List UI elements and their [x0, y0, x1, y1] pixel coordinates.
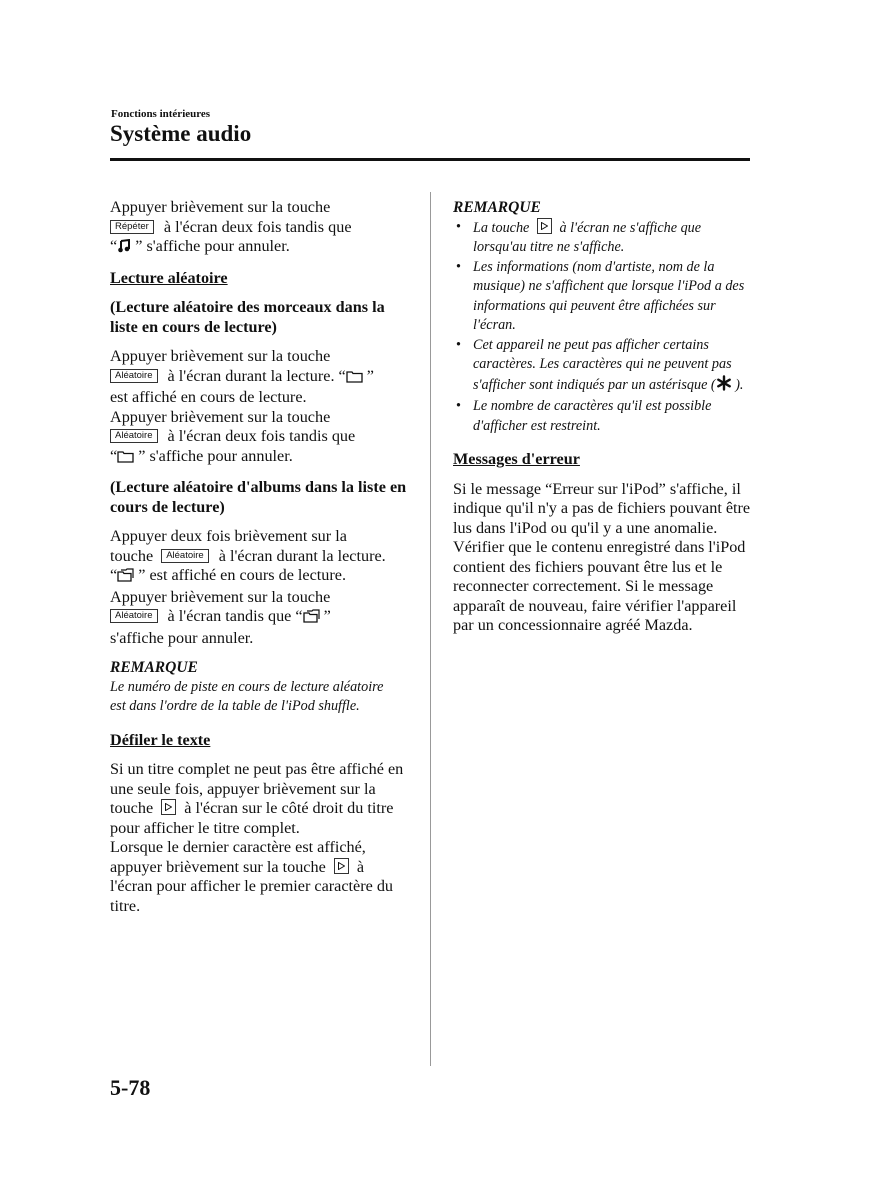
note-heading: REMARQUE — [110, 659, 198, 676]
heading-scroll-text: Défiler le texte — [110, 730, 211, 749]
subheading-random-albums: (Lecture aléatoire d'albums dans la liste en cours de lecture) — [110, 478, 407, 516]
repeat-button[interactable]: Répéter — [110, 220, 154, 234]
subheading-random-tracks: (Lecture aléatoire des morceaux dans la liste en cours de lecture) — [110, 298, 385, 336]
folder-icon — [117, 449, 134, 469]
random-button[interactable]: Aléatoire — [110, 369, 158, 383]
play-button-icon[interactable] — [537, 218, 552, 234]
folder-icon — [346, 369, 363, 389]
music-note-icon — [117, 239, 131, 259]
list-item: • Cet appareil ne peut pas afficher certains caractères. Les caractères qui ne peuvent pas s'afficher sont indiqués par un astérisque ( ). — [453, 336, 753, 398]
play-button-icon[interactable] — [161, 799, 176, 815]
page-title: Système audio — [110, 121, 252, 146]
error-messages-paragraph: Si le message “Erreur sur l'iPod” s'affiche, il indique qu'il n'y a pas de fichiers pouvant être lus dans l'iPod ou qu'il y a une anomalie. Vérifier que le contenu enregistré dans l'iPod contient des fichiers pouvant être lus et le reconnecter correctement. Si le message apparaît de nouveau, faire vérifier l'appareil par un concessionnaire agréé Mazda. — [453, 479, 751, 634]
header-rule — [110, 158, 750, 161]
random-albums-paragraph: Appuyer deux fois brièvement sur la touche Aléatoire à l'écran durant la lecture. “ ” est affiché en cours de lecture. Appuyer brièvement sur la touche Aléatoire à l'écran tandis que “ ” s'affiche pour annuler. — [110, 527, 386, 647]
random-tracks-paragraph: Appuyer brièvement sur la touche Aléatoire à l'écran durant la lecture. “ ” est affiché en cours de lecture. Appuyer brièvement sur la touche Aléatoire à l'écran deux fois tandis que “ ” s'affiche pour annuler. — [110, 347, 410, 468]
list-item: • Le nombre de caractères qu'il est possible d'afficher est restreint. — [453, 397, 753, 436]
heading-error-messages: Messages d'erreur — [453, 450, 580, 468]
note-text: Le numéro de piste en cours de lecture aléatoire est dans l'ordre de la table de l'iPod shuffle. — [110, 678, 384, 714]
repeat-paragraph: Appuyer brièvement sur la touche Répéter à l'écran deux fois tandis que “ ” s'affiche pour annuler. — [110, 198, 410, 259]
right-column — [453, 198, 753, 636]
play-button-icon[interactable] — [334, 858, 349, 874]
left-column — [110, 198, 410, 916]
note-list — [453, 218, 753, 437]
scroll-text-paragraph: Si un titre complet ne peut pas être affiché en une seule fois, appuyer brièvement sur la touche à l'écran sur le côté droit du titre pour afficher le titre complet. Lorsque le dernier caractère est affiché, appuyer brièvement sur la touche à l'écran pour afficher le premier caractère du titre. — [110, 760, 404, 915]
heading-random: Lecture aléatoire — [110, 268, 228, 287]
random-button[interactable]: Aléatoire — [110, 609, 158, 623]
list-item: • La touche à l'écran ne s'affiche que lorsqu'au titre ne s'affiche. — [453, 218, 753, 258]
section-label: Fonctions intérieures — [111, 108, 211, 120]
note-heading: REMARQUE — [453, 199, 541, 216]
page-number: 5-78 — [110, 1075, 151, 1100]
asterisk-icon — [716, 375, 732, 398]
random-button[interactable]: Aléatoire — [161, 549, 209, 563]
album-folder-icon — [117, 568, 134, 588]
random-button[interactable]: Aléatoire — [110, 429, 158, 443]
album-folder-icon — [303, 609, 320, 629]
column-divider — [430, 192, 431, 1066]
list-item: • Les informations (nom d'artiste, nom de la musique) ne s'affichent que lorsque l'iPod a des informations qui peuvent être affichées sur l'écran. — [453, 258, 753, 336]
